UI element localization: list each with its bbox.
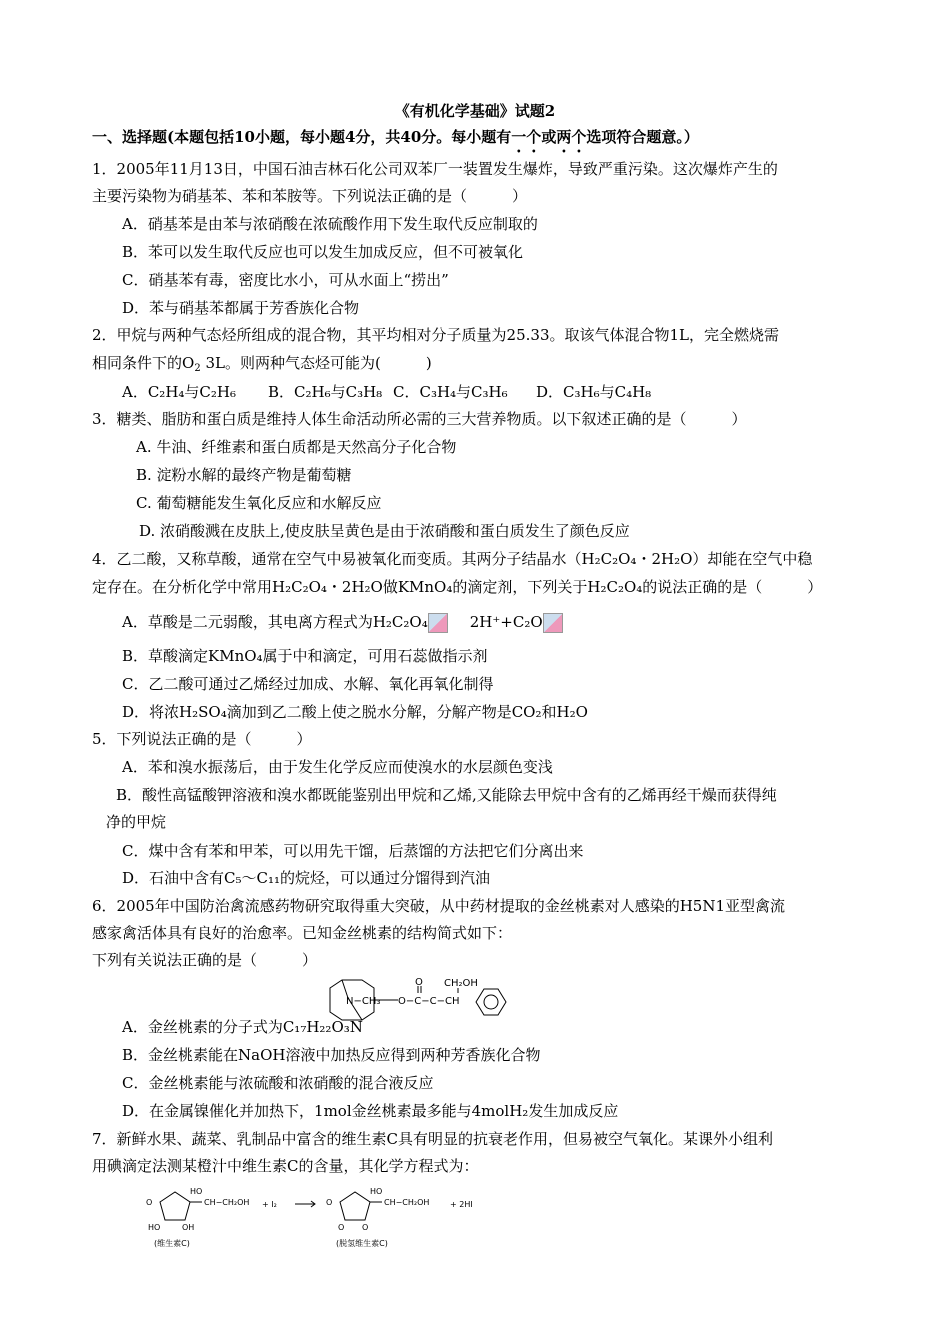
vitamin-c-caption: (维生素C)	[154, 1239, 190, 1248]
dehydro-vitamin-c-caption: (脱氢维生素C)	[336, 1239, 388, 1248]
q3-option-a: A. 牛油、纤维素和蛋白质都是天然高分子化合物	[136, 438, 457, 456]
q2-option-b: B．C₂H₆与C₃H₈	[268, 383, 383, 401]
q1-option-c: C．硝基苯有毒，密度比水小，可从水面上“捞出”	[122, 271, 449, 289]
ester-label: O−C−C−CH	[398, 996, 460, 1007]
q5-option-a: A．苯和溴水振荡后，由于发生化学反应而使溴水的水层颜色变浅	[122, 758, 553, 776]
dhvc-o-label: O	[326, 1198, 333, 1207]
q2-stem-line2-a: 相同条件下的O	[92, 354, 195, 372]
q6-option-a: A．金丝桃素的分子式为C₁₇H₂₂O₃N	[122, 1018, 363, 1036]
q1-option-a: A．硝基苯是由苯与浓硝酸在浓硫酸作用下发生取代反应制取的	[122, 215, 538, 233]
q3-stem: 3．糖类、脂肪和蛋白质是维持人体生命活动所必需的三大营养物质。以下叙述正确的是（ ）	[92, 410, 747, 428]
vitamin-c-ring-shape	[160, 1192, 190, 1220]
plus-i2-label: + I₂	[262, 1200, 277, 1209]
q5-option-d: D．石油中含有C₅～C₁₁的烷烃，可以通过分馏得到汽油	[122, 869, 491, 887]
q4-option-c: C．乙二酸可通过乙烯经过加成、水解、氧化再氧化制得	[122, 675, 494, 693]
plus-2hi-label: + 2HI	[450, 1200, 473, 1209]
oxalate-charge-image-icon	[543, 613, 563, 633]
benzene-ring-shape	[476, 989, 506, 1015]
q7-stem-line2: 用碘滴定法测某橙汁中维生素C的含量，其化学方程式为：	[92, 1157, 479, 1175]
section-heading	[92, 126, 699, 156]
dhvc-o-label-2: O	[338, 1223, 345, 1232]
ch2oh-label: CH₂OH	[444, 978, 478, 989]
q4-option-d: D．将浓H₂SO₄滴加到乙二酸上使之脱水分解，分解产物是CO₂和H₂O	[122, 703, 588, 721]
q3-option-d: D. 浓硝酸溅在皮肤上,使皮肤呈黄色是由于浓硝酸和蛋白质发生了颜色反应	[139, 522, 630, 540]
q3-option-b: B. 淀粉水解的最终产物是葡萄糖	[136, 466, 352, 484]
section-heading-prefix: 一、选择题(本题包括10小题，每小题4分，共40分。每小题有	[92, 128, 512, 146]
dhvc-chain-label: CH−CH₂OH	[384, 1198, 430, 1207]
q4-option-a-ions: 2H⁺+C₂O	[469, 613, 543, 631]
vitc-ho-label-2: HO	[148, 1223, 161, 1232]
dhvc-ho-label: HO	[370, 1187, 383, 1196]
q2-option-d: D．C₃H₆与C₄H₈	[536, 383, 652, 401]
q4-stem-line2: 定存在。在分析化学中常用H₂C₂O₄・2H₂O做KMnO₄的滴定剂，下列关于H₂C₂O₄的说法正确的是（ ）	[92, 578, 823, 596]
q6-stem-line1: 6．2005年中国防治禽流感药物研究取得重大突破，从中药材提取的金丝桃素对人感染的H5N1亚型禽流	[92, 897, 786, 915]
vitamin-c-reaction-diagram	[140, 1182, 560, 1252]
q4-stem-line1: 4．乙二酸，又称草酸，通常在空气中易被氧化而变质。其两分子结晶水（H₂C₂O₄・2H₂O）却能在空气中稳	[92, 550, 813, 568]
q3-option-c: C. 葡萄糖能发生氧化反应和水解反应	[136, 494, 382, 512]
q2-option-c: C．C₃H₄与C₃H₆	[393, 383, 508, 401]
aromatic-circle	[484, 995, 498, 1009]
vitc-oh-label: OH	[182, 1223, 195, 1232]
page-title: 《有机化学基础》试题2	[394, 102, 556, 120]
section-heading-emph-1: 一个	[511, 128, 542, 146]
vitc-chain-label: CH−CH₂OH	[204, 1198, 250, 1207]
nme-label: N−CH₃	[346, 996, 381, 1007]
equilibrium-arrow-image-icon	[428, 613, 448, 633]
q4-option-b: B．草酸滴定KMnO₄属于中和滴定，可用石蕊做指示剂	[122, 647, 488, 665]
carbonyl-label: O	[415, 978, 423, 988]
vitc-ho-label: HO	[190, 1187, 203, 1196]
q2-stem-line2-sub: 2	[194, 363, 201, 374]
q6-stem-line2: 感家禽活体具有良好的治愈率。已知金丝桃素的结构简式如下：	[92, 924, 513, 942]
q1-stem-line2: 主要污染物为硝基苯、苯和苯胺等。下列说法正确的是（ ）	[92, 187, 528, 205]
section-heading-mid: 或	[541, 128, 557, 146]
q6-option-c: C．金丝桃素能与浓硫酸和浓硝酸的混合液反应	[122, 1074, 434, 1092]
q4-option-a-text: A．草酸是二元弱酸，其电离方程式为H₂C₂O₄	[122, 613, 428, 631]
q1-option-b: B．苯可以发生取代反应也可以发生加成反应，但不可被氧化	[122, 243, 524, 261]
dehydro-vitamin-c-ring-shape	[340, 1192, 370, 1220]
q6-stem-line3: 下列有关说法正确的是（ ）	[92, 951, 318, 969]
q5-option-b-line2: 净的甲烷	[106, 813, 167, 831]
q2-stem-line2-b: 3L。则两种气态烃可能为( )	[200, 354, 432, 372]
q1-option-d: D．苯与硝基苯都属于芳香族化合物	[122, 299, 360, 317]
q5-option-c: C．煤中含有苯和甲苯，可以用先干馏，后蒸馏的方法把它们分离出来	[122, 842, 584, 860]
dhvc-o-label-3: O	[362, 1223, 369, 1232]
section-heading-emph-2: 两个	[556, 128, 587, 146]
q5-option-b-line1: B．酸性高锰酸钾溶液和溴水都既能鉴别出甲烷和乙烯,又能除去甲烷中含有的乙烯再经干燥而获得纯	[116, 786, 777, 804]
q1-stem-line1: 1．2005年11月13日，中国石油吉林石化公司双苯厂一装置发生爆炸，导致严重污染。这次爆炸产生的	[92, 160, 778, 178]
q6-option-d: D．在金属镍催化并加热下，1mol金丝桃素最多能与4molH₂发生加成反应	[122, 1102, 619, 1120]
q6-option-b: B．金丝桃素能在NaOH溶液中加热反应得到两种芳香族化合物	[122, 1046, 541, 1064]
q2-stem-line2	[92, 350, 872, 382]
q2-option-a: A．C₂H₄与C₂H₆	[122, 383, 237, 401]
q4-option-a	[122, 609, 563, 636]
q5-stem: 5．下列说法正确的是（ ）	[92, 730, 312, 748]
section-heading-suffix: 选项符合题意。）	[586, 128, 699, 146]
q7-stem-line1: 7．新鲜水果、蔬菜、乳制品中富含的维生素C具有明显的抗衰老作用，但易被空气氧化。某课外小组利	[92, 1130, 774, 1148]
vitc-o-label: O	[146, 1198, 153, 1207]
q2-stem-line1: 2．甲烷与两种气态烃所组成的混合物，其平均相对分子质量为25.33。取该气体混合物1L，完全燃烧需	[92, 326, 779, 344]
